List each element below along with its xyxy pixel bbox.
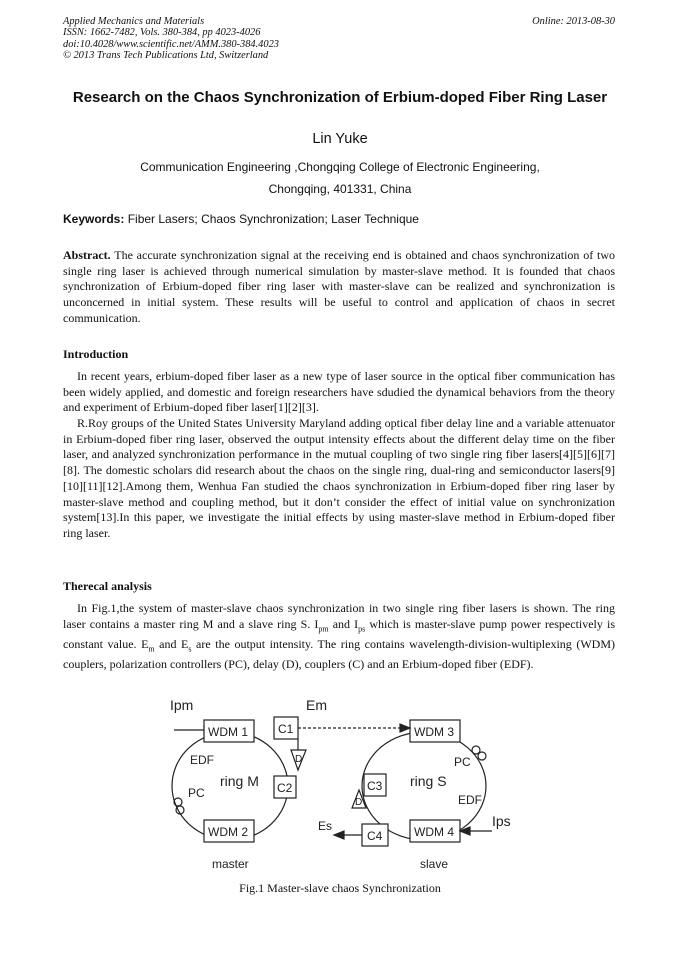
fig-label-pc-master: PC: [188, 786, 205, 800]
copyright-line: © 2013 Trans Tech Publications Ltd, Switzerland: [63, 50, 269, 62]
fig-label-d-slave: D: [355, 797, 363, 808]
paper-title: Research on the Chaos Synchronization of Erbium-doped Fiber Ring Laser: [72, 89, 608, 106]
fig-label-c1: C1: [278, 722, 294, 736]
affiliation-line-2: Chongqing, 401331, China: [268, 182, 412, 196]
abstract: [63, 248, 615, 327]
sub-pm: pm: [318, 624, 329, 634]
fig-label-slave: slave: [420, 857, 449, 871]
theoretical-heading: Therecal analysis: [63, 579, 152, 593]
issn-line: ISSN: 1662-7482, Vols. 380-384, pp 4023-4026: [63, 27, 261, 39]
keywords: [63, 212, 419, 226]
theory-text-d: and E: [154, 636, 189, 651]
theory-text-c: which is master-slave pump power respectively is constant value. E: [63, 616, 615, 651]
fig-label-c3: C3: [367, 779, 383, 793]
theoretical-paragraph-1: [63, 601, 615, 673]
abstract-text: The accurate synchronization signal at the receiving end is obtained and chaos synchronization of two single ring laser is achieved through numerical simulation by master-slave method. It is founded that chaos synchronization of Erbium-doped fiber ring laser with master-slave can be realized and synchronization is unconcerned in initial system. These results will be useful to control and application of chaos in secret communication.: [63, 248, 615, 325]
sub-ps: ps: [358, 624, 366, 634]
intro-p2-text: R.Roy groups of the United States University Maryland adding optical fiber delay line and a variable attenuator in Erbium-doped fiber ring laser, observed the output intensity effects about the different delay time on the fiber laser, and analyzed synchronization performance in the mutual coupling of two single ring fiber lasers[4][5][6][7][8]. The domestic scholars did research about the chaos on the single ring, dual-ring and semiconductor lasers[9][10][11][12].Among them, Wenhua Fan studied the chaos synchronization in Erbium-doped fiber ring laser by master-slave method and coupling method, but it don’t consider the effect of initial value on synchronization system[13].In this paper, we investigate the initial effects by using master-slave method in Erbium-doped fiber ring laser.: [63, 416, 615, 540]
sub-m: m: [148, 644, 155, 654]
fig-label-master: master: [212, 857, 249, 871]
affiliation: [60, 156, 620, 200]
abstract-label: Abstract.: [63, 248, 111, 262]
author-name: Lin Yuke: [312, 131, 368, 147]
fig-label-wdm1: WDM 1: [208, 725, 248, 739]
pc-master-loop-1: [174, 798, 182, 806]
fig-label-c4: C4: [367, 829, 383, 843]
figure-caption: Fig.1 Master-slave chaos Synchronization: [239, 881, 441, 895]
fig1-diagram: [166, 692, 516, 877]
journal-header: [63, 16, 279, 62]
theory-text-e: are the output intensity. The ring contains wavelength-division-wultiplexing (WDM) couplers, polarization controllers (PC), delay (D), couplers (C) and an Erbium-doped fiber (EDF).: [63, 636, 615, 671]
fig-label-pc-slave: PC: [454, 755, 471, 769]
keywords-label: Keywords:: [63, 212, 125, 226]
fig-label-edf-master: EDF: [190, 753, 214, 767]
fig-label-em: Em: [306, 697, 327, 713]
theory-text-a: In Fig.1,the system of master-slave chaos synchronization in two single ring fiber lasers is shown. The ring laser contains a master ring M and a slave ring S. I: [63, 601, 615, 631]
fig-label-ring-s: ring S: [410, 773, 447, 789]
fig-label-ring-m: ring M: [220, 773, 259, 789]
introduction-heading: Introduction: [63, 347, 129, 361]
keywords-text: Fiber Lasers; Chaos Synchronization; Laser Technique: [127, 212, 419, 226]
fig-label-d-master: D: [295, 754, 303, 765]
fig-label-c2: C2: [277, 781, 293, 795]
em-arrowhead: [400, 724, 410, 732]
ips-arrowhead: [460, 827, 470, 835]
fig-label-es: Es: [318, 819, 333, 833]
pc-slave-loop-2: [478, 752, 486, 760]
journal-name: Applied Mechanics and Materials: [63, 16, 205, 27]
fig-label-wdm4: WDM 4: [414, 825, 454, 839]
affiliation-line-1: Communication Engineering ,Chongqing College of Electronic Engineering,: [140, 160, 540, 174]
fig-label-ips: Ips: [492, 813, 511, 829]
fig-label-edf-slave: EDF: [458, 793, 482, 807]
introduction-paragraph-2: [63, 416, 615, 542]
sub-s: s: [188, 644, 192, 654]
fig-label-ipm: Ipm: [170, 697, 194, 713]
intro-p1-text: In recent years, erbium-doped fiber laser as a new type of laser source in the optical fiber communication has been widely applied, and domestic and foreign researchers have sdudied the dynamical behaviors from the theory and experiment of Erbium-doped fiber laser[1][2][3].: [63, 369, 615, 415]
theory-text-b: and I: [328, 616, 359, 631]
es-arrowhead: [334, 831, 344, 839]
fig-label-wdm3: WDM 3: [414, 725, 454, 739]
doi-line: doi:10.4028/www.scientific.net/AMM.380-384.4023: [63, 38, 279, 50]
fig-label-wdm2: WDM 2: [208, 825, 248, 839]
introduction-paragraph-1: [63, 369, 615, 416]
online-date: Online: 2013-08-30: [532, 16, 615, 27]
